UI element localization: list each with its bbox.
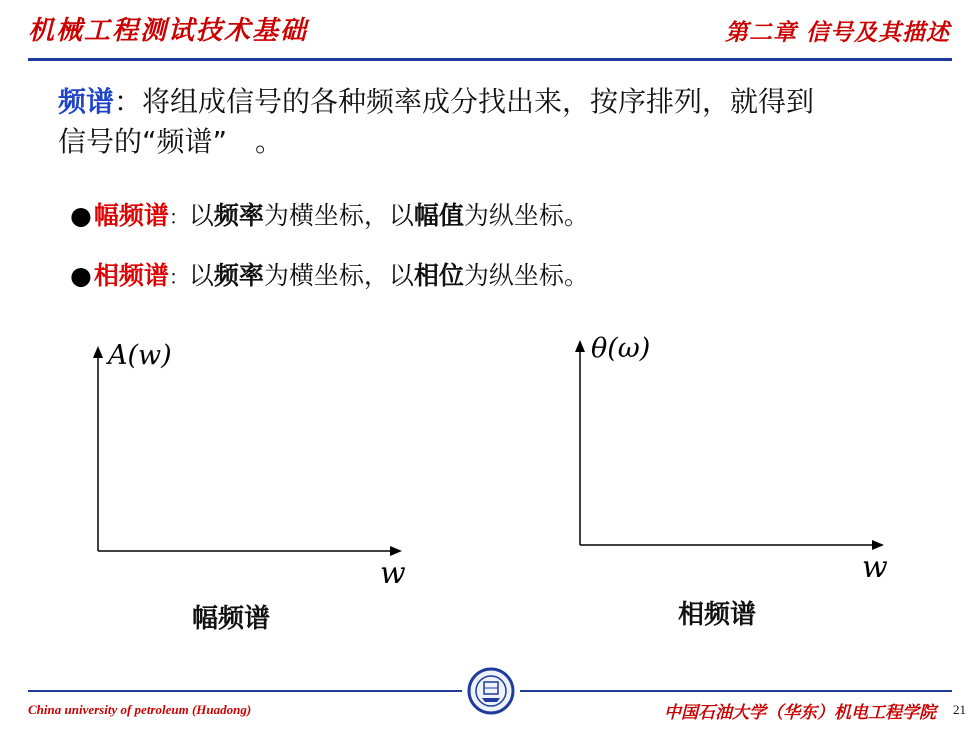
bullet-text: 为纵坐标。: [463, 201, 589, 230]
phase-y-label: θ(ω): [591, 333, 651, 364]
amplitude-x-arrow-icon: [390, 546, 402, 556]
bullet-dot-icon: ●: [70, 261, 92, 290]
page-number: 21: [953, 702, 966, 717]
phase-axes: [575, 340, 884, 550]
bullet-dot-icon: ●: [70, 201, 92, 230]
phase-y-arrow-icon: [575, 340, 585, 352]
bullet-text: 以: [188, 261, 214, 290]
university-emblem-icon: [466, 666, 516, 716]
amplitude-axes: [93, 346, 402, 556]
phase-x-arrow-icon: [872, 540, 884, 550]
bullet-term: 幅频谱: [93, 201, 169, 230]
footer-divider-left: [28, 690, 462, 692]
bullet-text: 为横坐标，以: [263, 261, 414, 290]
bullet-colon: ：: [168, 265, 189, 289]
course-title: 机械工程测试技术基础: [28, 16, 309, 46]
footer-university-en: China university of petroleum (Huadong): [28, 702, 252, 717]
bullet-colon: ：: [168, 205, 189, 229]
phase-x-label: w: [862, 550, 888, 585]
intro-line1: 将组成信号的各种频率成分找出来，按序排列，就得到: [142, 85, 815, 118]
intro-line2: 信号的“频谱” 。: [58, 125, 284, 158]
phase-caption: 相频谱: [678, 600, 757, 630]
bullet-bold: 频率: [213, 261, 264, 290]
chapter-title: 第二章 信号及其描述: [724, 19, 950, 46]
footer-divider-right: [520, 690, 952, 692]
bullet-bold: 频率: [213, 201, 264, 230]
bullet-text: 为纵坐标。: [463, 261, 589, 290]
bullet-bold: 幅值: [413, 201, 464, 230]
bullet-text: 为横坐标，以: [263, 201, 414, 230]
amplitude-y-label: A(w): [108, 340, 172, 371]
bullet-text: 以: [188, 201, 214, 230]
amplitude-caption: 幅频谱: [192, 604, 271, 634]
amplitude-x-label: w: [380, 556, 406, 591]
bullet-term: 相频谱: [93, 261, 169, 290]
intro-term: 频谱: [58, 85, 115, 118]
amplitude-y-arrow-icon: [93, 346, 103, 358]
intro-colon: ：: [114, 85, 143, 118]
bullet-bold: 相位: [413, 261, 464, 290]
footer-university-cn: 中国石油大学（华东）机电工程学院: [664, 703, 936, 723]
